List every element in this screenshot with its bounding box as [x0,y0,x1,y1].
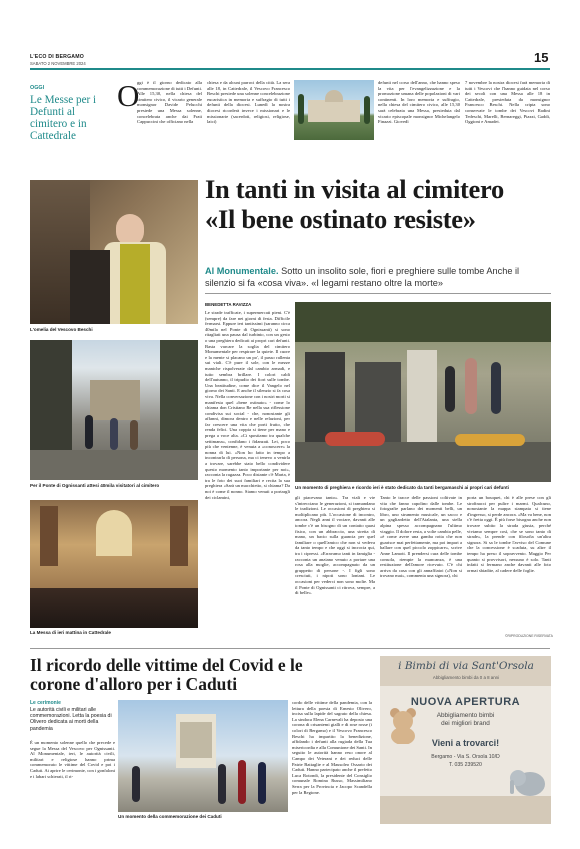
copyright: ©RIPRODUZIONE RISERVATA [505,634,553,638]
intro-col-1: ggi è il giorno dedicato alla commemorazione di tutti i Defunti. Alle 15,30, nella chiesa del cimitero civico, il vicario generale monsignor Davide Pelucchi presiede una Messa solenne, concelebrata anche dai Frati Cappuccini che officiano nella [137,80,202,125]
covid-kicker: Le cerimonie [30,700,61,706]
monumentale-photo [294,80,374,140]
section-rule [30,648,550,649]
covid-col-2: cordo delle vittime della pandemia, con la lettura della poesia di Ernesto Olivero, incisa sulla lapide del sagrato della chiesa. La sindaca Elena Carnevali ha deposto una corona di crisantemi gialli e di rose rosse (i colori di Bergamo) e il Vescovo Francesco Beschi ha impartito la benedizione, affidando i defunti alla rugiada della Tua misericordia e alla Comunione dei Santi. In seguito le autorità hanno reso onore al Campo dei Veterani e dei reduci delle Patrie Battaglie e al Mausoleo Ossario dei Caduti. Hanno partecipato anche il prefetto Luca Rotondi, la presidente del Consiglio comunale Romina Russo, Massimiliano Serra per la Provincia e Jacopo Scandella per la Regione. [292,700,372,795]
ad-line-2: dei migliori brand [441,720,490,727]
shop-advertisement [380,656,551,824]
covid-col-1: È un momento solenne quello che precede e segue la Messa del Vescovo per Ognissanti. Al Monumentale, ieri, le autorità civili, militari e religiose hanno prima commemorato le vittime del Covid e poi i Caduti. Ai aprire le cerimonie, con i gonfaloni e i labari schierati, il ri- [30,740,115,779]
intro-kicker: OGGI [30,85,45,91]
caption-cemetery-crowd: Per il Ponte di Ognissanti attesi 40mila visitatori al cimitero [30,483,160,488]
main-col-3: Tanto le tracce delle passioni coltivate in vita che fanno capolino dalle tombe. Le fotografie parlano dei momenti belli, un libro, uno strumento musicale, un sacco e un gagliardetto dell'Atalanta, una stella alpina spesso accompagnano l'ultimo viaggio. Il dolore resta, a volte cambia pelle, «è come avere una gamba rotta che non guarisce mai perfettamente, ma poi impari a ballare con quel piccolo zoppicare», scrive Anne Lamott. Il prendersi cura delle tombe consola, riempie la mancanza, è una restituzione dell'amore ricevuto. C'è chi arriva da casa con gli annaffiatoi («Non si trovano mai», commenta una signora), chi [380,495,462,579]
headline-line-2: «Il bene ostinato resiste» [205,204,476,234]
covid-headline: Il ricordo delle vittime del Covid e le corone d'alloro per i Caduti [30,655,303,694]
main-col-4: porta un bouquet, chi è alle prese con gli stroﬁnacci per pulire i marmi. Qualcuno, nonostante la mappa stampata si tiene d'ingresso, si perde ancora. «Ma va bene, non c'è fretta oggi. È più forse bisogna anche non trovare subito la strada giusta, perché viviamo sempre così, che se sono tanto di strade», la prende con ﬁlosoﬁa un'altra signora. Si sa le tombe l'avviso del Comune che la concessione è scaduta, su altre il tempo ha preso il sopravvento. Maggio Per quanto si provvisori, nessuno è solo. Tanti infatti si fermano anche davanti alle foto ormai sbiadite, al cadere delle foglie. [467,495,551,573]
subhead-rule [205,293,551,294]
headline-line-1: In tanti in visita al cimitero [205,174,504,204]
main-col-2: gli piacevano tanto». Tra viali e vie s'intrecciano le generazioni, si tramandano le tradizioni. Le occasioni di preghiera si moltiplicano più. L'occasione di incontro, ancora. Negli anni il vociare, davanti alle tombe c'è un bisogno di un contatto quasi fisico, con un abbraccio, una stretta di mano, un bacio sulla guancia per quel familiare o quell'amico che non si vedeva da tanto tempo e che oggi si incrocia qui, tra i cipressi. «Erravamo tanti in famiglia - racconta un anziano venuto a portare una rosa alla moglie, accompagnato da un gruppetto di persone -. I figli sono cresciuti, i nipoti sono lontani. Le occasioni per vederci non sono molte. Ma il Ponte di Ognissanti ci ritrova, sempre, a di belle». [295,495,375,596]
ad-headline: NUOVA APERTURA [410,696,521,708]
intro-title: Le Messe per i Defunti al cimitero e in Cattedrale [30,94,97,142]
issue-date: SABATO 2 NOVEMBRE 2024 [30,61,86,66]
caption-covid: Un momento della commemorazione dei Caduti [118,814,222,819]
intro-col-2: chiesa e da alcuni parroci della città. La sera alle 18, in Cattedrale, il Vescovo Francesco Beschi presiede una solenne concelebrazione eucaristica in memoria e suffragio di tutti i defunti della diocesi. Lunedì la nostra diocesi ricorderà invece i missionari e le missionarie (sacerdoti, religiosi, religiose, laici) [207,80,290,125]
ad-tagline: Abbigliamento bimbi da 0 a 8 anni [432,675,500,680]
subhead [205,266,551,289]
main-col-1: Le strade trafficate, i supermercati pieni. C'è (sempre) da fare nei giorni di festa. Difficile fermarsi. Eppure ieri tantissimi (saranno circa 40mila nel Ponte di Ognissanti) si sono ritagliati una pausa dal turbinio, con un gesto o una preghiera dedicati ai propri cari defunti. Basta varcare la soglia del cimitero Monumentale per respirare la quiete. Il cuore e la mente si placano un po', il passo rallenta sui viali. C'è pure il sole, con le mezze maniche rispolverate dal cambio armadi, e tutto sembra brillare. I colori caldi dell'autunno, il tripudio dei fiori sulle tombe. Una beatitudine, come dice il Vangelo nel giorno dei Santi. E anche il silenzio si fa cosa viva. Nella conversazione con i nostri morti si manifesta quel «bene ostinato» - come lo chiama don Cristiano Re nella sua riflessione condivisa sui social - che, nonostante gli affanni, dimora dentro e nelle relazioni, per far crescere una vita che porti frutto, che renda felici. Una coppia si tiene per mano e prega a voce alta. «Ci spostiamo tra qualche settimana», confidano i fidanzati. Lei, poco più che ventenne, è venuta a «conoscere» la nonna di lui. «Non ho fatto in tempo a incontrarla di persona, ma ci tenevo a venirla a trovare, sarebbe stato bello condividere questo momento tanto importante per noi», racconta la ragazza. Poco distante c'è Marta, è tra le foto dei suoi familiari e recita la sua preghiera «Sarà un macchietto, si chiama? Da noi è come il nonno. Siamo venuti a portargli dei ciclamini, [205,310,290,500]
byline: BENEDETTA RAVIZZA [205,302,252,307]
caption-bishop: L'omelia del Vescovo Beschi [30,327,93,332]
ad-address: Bergamo - Via S. Orsola 10/D [431,754,500,760]
subhead-text: Sotto un insolito sole, fiori e preghiere sulle tombe Anche il silenzio si fa «cosa viva». «I legami restano oltre la morte» [205,266,520,288]
prayer-photo [295,302,551,482]
cathedral-photo [30,500,198,628]
ad-line-1: Abbigliamento bimbi [436,712,495,719]
header-rule [30,68,550,70]
intro-col-3: defunti nel corso dell'anno, che hanno speso la vita per l'evangelizzazione e la promozione umana delle popolazioni di vari continenti. In loro memoria e suffragio, nella chiesa del cimitero civico, alle 15,30 sarà celebrata una Messa, presieduta dal vicario episcopale monsignor Michelangelo Finazzi. Giovedì [378,80,460,125]
masthead: L'ECO DI BERGAMO [30,54,85,60]
ad-brand: i Bimbi di via Sant'Orsola [398,660,534,672]
covid-summary: Le autorità civili e militari alle commemorazioni. Letta la poesia di Olivero dedicata ai morti della pandemia [30,707,112,732]
subhead-lead: Al Monumentale. [205,266,279,276]
caption-cathedral: La Messa di ieri mattina in Cattedrale [30,630,111,635]
intro-col-4: 7 novembre la nostra diocesi farà memoria di tutti i Vescovi che l'hanno guidata nel corso dei secoli con una Messa alle 18 in Cattedrale, presieduta da monsignor Francesco Beschi. Nella cripta sono conservate le tombe dei Vescovi Radini Tedeschi, Marelli, Bernareggi, Piazzi, Gaddi, Oggioni e Amadei. [465,80,550,125]
cemetery-crowd-photo [30,340,198,480]
ad-phone: T. 035 239520 [449,762,482,768]
page-number: 15 [534,50,549,65]
bishop-photo [30,180,198,324]
intro-dropcap: O [117,78,140,113]
caption-prayer: Un momento di preghiera e ricordo ieri è stato dedicato da tanti bergamaschi ai propri cari defunti [295,485,509,490]
covid-ceremony-photo [118,700,288,812]
ad-cta: Vieni a trovarci! [431,738,500,748]
